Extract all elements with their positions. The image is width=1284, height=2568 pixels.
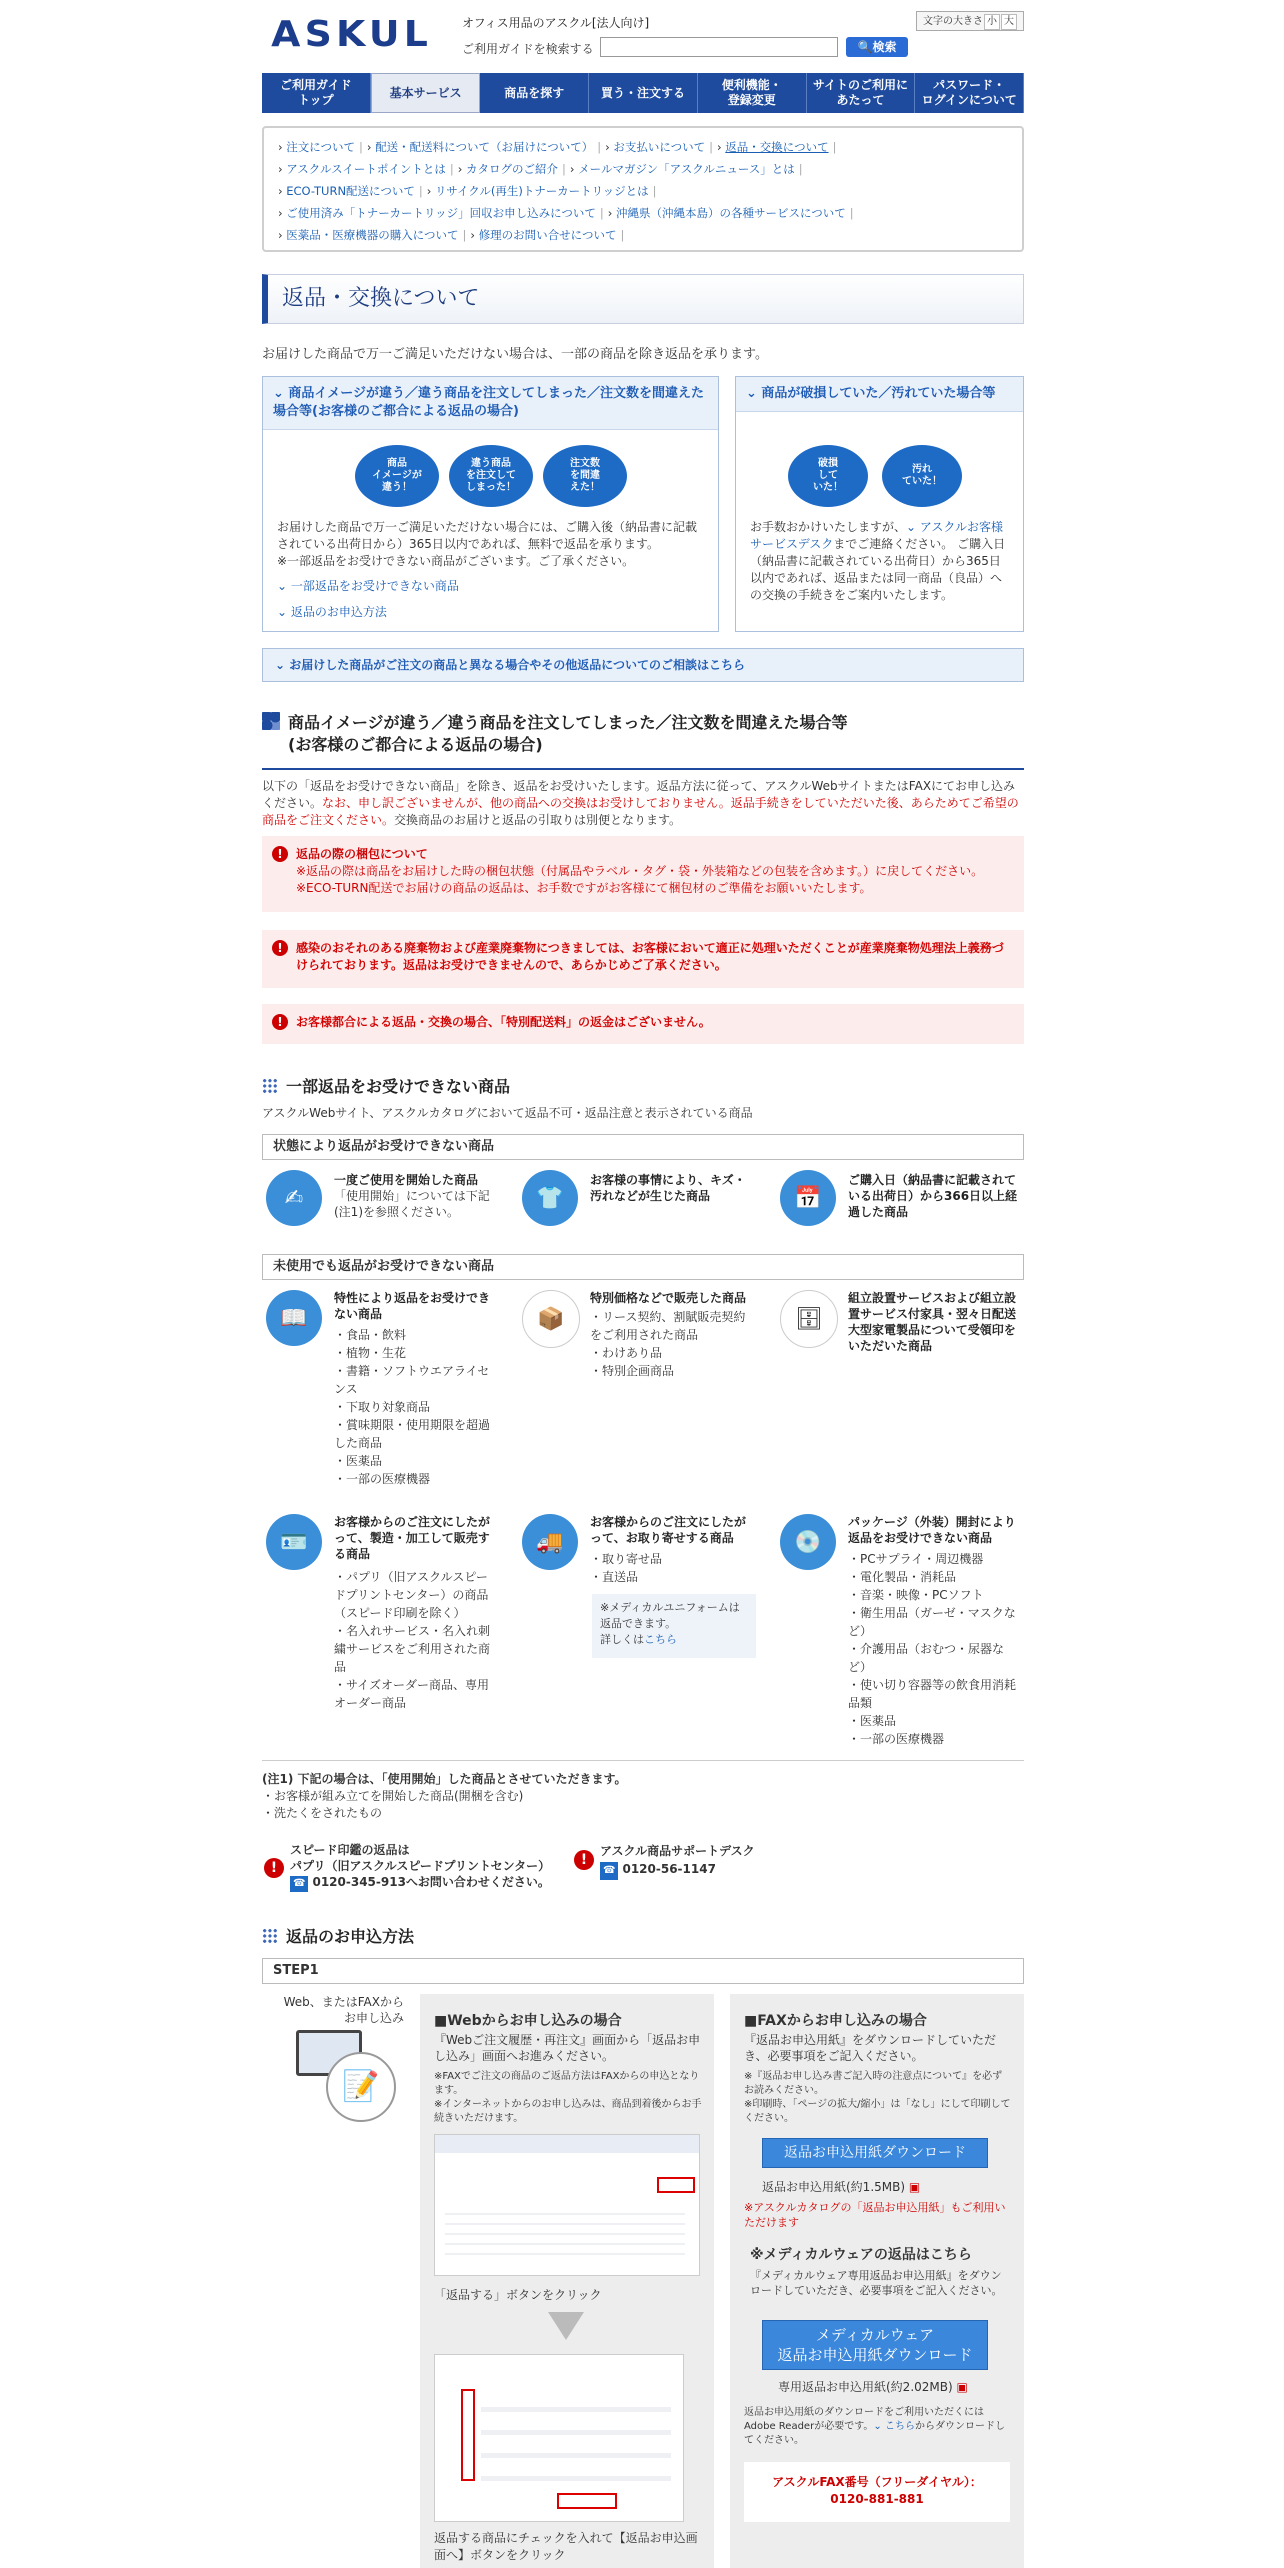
damaged-item-title: お客様の事情により、キズ・汚れなどが生じた商品 [590, 1173, 746, 1203]
shipping-fee-warning: ! お客様都合による返品・交換の場合、「特別配送料」の返金はございません。 [262, 1004, 1024, 1044]
separator: | [359, 140, 363, 154]
subnav-link[interactable]: アスクルスイートポイントとは [286, 162, 446, 176]
tel-icon: ☎ [600, 1862, 618, 1880]
fax-apply-title: ■FAXからお申し込みの場合 [744, 2013, 927, 2029]
packing-warning: ! 返品の際の梱包について ※返品の際は商品をお届けした時の梱包状態（付属品やラベル・タグ・袋・外装箱などの包装を含めます。）に戻してください。 ※ECO-TURN配送でお届けの商品の返品は、お手数ですがお客様にて梱包材のご準備をお願いいたします。 [262, 836, 1024, 912]
assembly-item-title: 組立設置サービスおよび組立設置サービス付家具・翌々日配送大型家電製品について受領印をいただいた商品 [848, 1291, 1017, 1353]
cd-package-icon: 💿 [780, 1514, 836, 1570]
order-history-screenshot [434, 2134, 700, 2276]
alert-icon: ! [272, 1014, 288, 1030]
list-item: ・音楽・映像・PCソフト [848, 1588, 984, 1602]
self-reason-box [262, 376, 719, 632]
search-label: ご利用ガイドを検索する [462, 42, 594, 56]
return-form-file[interactable]: 返品お申込用紙(約1.5MB) ▣ [762, 2180, 921, 2194]
list-item: ・PCサプライ・周辺機器 [848, 1552, 984, 1566]
section-how-to-return-title: 返品のお申込方法 [262, 1926, 414, 1948]
separator: | [562, 162, 566, 176]
font-small-button[interactable]: 小 [984, 14, 1000, 30]
section-self-reason-text: 以下の「返品をお受けできない商品」を除き、返品をお受けいたします。返品方法に従って、アスクルWebサイトまたはFAXにてお申し込みください。なお、申し訳ございませんが、他の商品への交換はお受けしておりません。返品手続きをしていただいた後、あらためてご希望の商品をご注文ください。交換商品のお届けと返品の引取りは別便となります。 [262, 779, 1019, 827]
self-reason-text: お届けした商品で万一ご満足いただけない場合には、ご購入後（納品書に記載されている出荷日から）365日以内であれば、無料で返品を承ります。 ※一部返品をお受けできない商品がございます。ご了承ください。 [277, 520, 698, 568]
down-arrow-icon [548, 2312, 584, 2340]
search-input[interactable] [600, 37, 838, 57]
download-return-form-button[interactable]: 返品お申込用紙ダウンロード [762, 2138, 988, 2168]
support-contact: アスクル商品サポートデスク ☎ 0120-56-1147 [600, 1842, 755, 1880]
circle-wrong-item: 違う商品 を注文して しまった！ [449, 445, 533, 507]
page-title: 返品・交換について [262, 274, 1024, 324]
subnav-row: › ECO-TURN配送について | › リサイクル(再生)トナーカートリッジとは | [278, 184, 657, 198]
alert-icon: ! [264, 1858, 284, 1878]
global-nav [262, 73, 1024, 113]
expired-item-title: ご購入日（納品書に記載されている出荷日）から366日以上経過した商品 [848, 1173, 1018, 1219]
return-form-screenshot [434, 2354, 684, 2522]
delivery-truck-icon: 🚚 [522, 1514, 578, 1570]
subnav-row: › 医薬品・医療機器の購入について | › 修理のお問い合せについて | [278, 228, 625, 242]
list-item: ・医薬品 [334, 1454, 383, 1468]
print-card-icon: 🪪 [266, 1514, 322, 1570]
adobe-reader-note: 返品お申込用紙のダウンロードをご利用いただくには Adobe Readerが必要です。⌄ こちらからダウンロードしてください。 [744, 2407, 1005, 2446]
separator: | [798, 162, 803, 176]
apply-method-label: Web、またはFAXからお申し込み [283, 1995, 404, 2025]
nav-find-products[interactable]: 商品を探す [480, 73, 589, 113]
separator: | [449, 162, 454, 176]
font-size-control: 文字の大きさ 小 大 [916, 11, 1024, 31]
section-self-reason-title: 商品イメージが違う／違う商品を注文してしまった／注文数を間違えた場合等 (お客様のご都合による返品の場合) [262, 712, 848, 756]
used-item-title: 一度ご使用を開始した商品 [334, 1173, 479, 1187]
note1-title: (注1) 下記の場合は、「使用開始」した商品とさせていただきます。 [262, 1772, 627, 1786]
damaged-text: お手数おかけいたしますが、⌄ アスクルお客様サービスデスクまでご連絡ください。 ご購入日（納品書に記載されている出荷日）から365日以内であれば、返品または同一商品（良品）への交換の手続きをご案内いたします。 [750, 520, 1006, 602]
list-item: ・サイズオーダー商品、専用オーダー商品 [334, 1678, 490, 1710]
circle-dirty: 汚れ ていた！ [882, 445, 962, 507]
book-cd-icon: 📖 [266, 1290, 322, 1346]
circle-image-differ: 商品 イメージが 違う！ [355, 445, 439, 507]
nav-password-login[interactable]: パスワード・ ログインについて [915, 73, 1024, 113]
list-item: ・直送品 [590, 1570, 639, 1584]
stamp-contact: スピード印鑑の返品は パプリ（旧アスクルスピードプリントセンター） ☎ 0120-345-913へお問い合わせください。 [290, 1842, 550, 1892]
checkbox-highlight [461, 2389, 475, 2481]
separator: | [709, 140, 714, 154]
box-icon: 📦 [522, 1290, 580, 1348]
list-item: ・植物・生花 [334, 1346, 407, 1360]
web-apply-panel [420, 1994, 714, 2568]
subnav-link[interactable]: お支払いについて [613, 140, 706, 154]
fax-apply-text: 『返品お申込用紙』をダウンロードしていただき、必要事項をご記入ください。 [744, 2033, 997, 2063]
nav-buy-order[interactable]: 買う・注文する [589, 73, 698, 113]
medical-uniform-note: ※メディカルユニフォームは返品できます。 詳しくはこちら [592, 1594, 756, 1658]
alert-icon: ! [574, 1850, 594, 1870]
divider [262, 1760, 1024, 1761]
custom-item-list [334, 1568, 498, 1712]
package-item-title: パッケージ（外装）開封により返品をお受けできない商品 [848, 1515, 1016, 1545]
separator: | [597, 140, 602, 154]
font-large-button[interactable]: 大 [1001, 14, 1017, 30]
alert-icon: ! [272, 846, 288, 862]
order-item-title: お客様からのご注文にしたがって、お取り寄せする商品 [590, 1515, 747, 1545]
nav-convenient[interactable]: 便利機能・ 登録変更 [698, 73, 807, 113]
subnav-row: › ご使用済み「トナーカートリッジ」回収お申し込みについて | › 沖縄県（沖縄本島）の各種サービスについて | [278, 206, 854, 220]
separator: | [462, 228, 467, 242]
separator: | [418, 184, 423, 198]
special-price-title: 特別価格などで販売した商品 [590, 1291, 747, 1305]
used-item-text: 「使用開始」については下記(注1)を参照ください。 [334, 1189, 490, 1219]
alert-icon: ! [272, 940, 288, 956]
section-not-returnable-sub: アスクルWebサイト、アスクルカタログにおいて返品不可・返品注意と表示されている商品 [262, 1106, 753, 1120]
damaged-box [735, 376, 1024, 632]
section-icon [262, 712, 280, 730]
search-button[interactable]: 🔍検索 [846, 37, 908, 57]
caption-check-items: 返品する商品にチェックを入れて【返品お申込画面へ】ボタンをクリック [434, 2531, 698, 2562]
list-item: ・衛生用品（ガーゼ・マスクなど） [848, 1606, 1016, 1638]
subnav-row: › アスクルスイートポイントとは | › カタログのご紹介 | › メールマガジン「アスクルニュース」とは | [278, 162, 803, 176]
list-item: ・一部の医療機器 [848, 1732, 945, 1746]
web-apply-notes: ※FAXでご注文の商品のご返品方法はFAXからの申込となります。 ※インターネットからのお申し込みは、商品到着後からお手続きいただけます。 [434, 2071, 702, 2124]
fax-apply-notes: ※『返品お申し込み書ご記入時の注意点について』を必ずお読みください。 ※印刷時、「ページの拡大/縮小」は「なし」にして印刷してください。 [744, 2071, 1011, 2124]
submit-button-highlight [557, 2493, 617, 2509]
separator: | [652, 184, 657, 198]
list-item: ・特別企画商品 [590, 1364, 675, 1378]
return-button-highlight [657, 2177, 695, 2193]
subnav-link[interactable]: 配送・配送料について（お届けについて） [375, 140, 594, 154]
list-item: ・リース契約、割賦販売契約をご利用された商品 [590, 1310, 746, 1342]
caption-click-return: 「返品する」ボタンをクリック [434, 2288, 602, 2302]
sub-nav [262, 126, 1024, 252]
note1-lines: ・お客様が組み立てを開始した商品(開梱を含む) ・洗たくをされたもの [262, 1789, 524, 1820]
download-medical-form-button[interactable]: メディカルウェア 返品お申込用紙ダウンロード [762, 2320, 988, 2370]
adobe-reader-link[interactable]: ⌄ こちら [873, 2421, 915, 2432]
section-not-returnable-title: 一部返品をお受けできない商品 [262, 1076, 510, 1098]
medical-return-title: ※メディカルウェアの返品はこちら [750, 2247, 972, 2263]
list-item: ・介護用品（おむつ・尿器など） [848, 1642, 1005, 1674]
pdf-icon: ▣ [908, 2180, 921, 2194]
list-item: ・パプリ（旧アスクルスピードプリントセンター）の商品（スピード印刷を除く） [334, 1570, 489, 1620]
search-icon: 🔍 [857, 40, 873, 54]
self-reason-heading[interactable]: ⌄ 商品イメージが違う／違う商品を注文してしまった／注文数を間違えた場合等(お客様のご都合による返品の場合) [263, 377, 718, 430]
special-price-list [590, 1308, 750, 1380]
subnav-link[interactable]: 返品・交換について [725, 140, 829, 154]
section-rule [262, 768, 1024, 770]
screenshot-rows [445, 2205, 685, 2255]
subnav-link[interactable]: リサイクル(再生)トナーカートリッジとは [434, 184, 649, 198]
damaged-item-icon: 👕 [522, 1170, 578, 1226]
circle-wrong-qty: 注文数 を間違 えた！ [543, 445, 627, 507]
medical-uniform-link[interactable]: こちら [644, 1633, 677, 1646]
separator: | [849, 206, 854, 220]
fax-number-box: アスクルFAX番号（フリーダイヤル）： 0120-881-881 [744, 2462, 1010, 2522]
screenshot-rows [481, 2389, 671, 2481]
separator: | [832, 140, 837, 154]
subnav-row: › 注文について | › 配送・配送料について（お届けについて） | › お支払いについて | › 返品・交換について | [278, 140, 837, 154]
subnav-link[interactable]: ご使用済み「トナーカートリッジ」回収お申し込みについて [286, 206, 596, 220]
subnav-link[interactable]: 医薬品・医療機器の購入について [286, 228, 459, 242]
nav-site-usage[interactable]: サイトのご利用に あたって [807, 73, 916, 113]
package-item-list [848, 1550, 1018, 1748]
link-how-to-return[interactable]: ⌄ 返品のお申込方法 [277, 605, 387, 619]
subnav-link[interactable]: ECO-TURN配送について [286, 184, 415, 198]
service-desk-link[interactable]: ⌄ アスクルお客様サービスデスク [750, 520, 1004, 551]
askul-logo[interactable]: ASKUL [271, 14, 433, 55]
separator: | [599, 206, 604, 220]
separator: | [620, 228, 625, 242]
custom-item-title: お客様からのご注文にしたがって、製造・加工して販売する商品 [334, 1515, 491, 1561]
web-apply-text: 『Webご注文履歴・再注文』画面から「返品お申し込み」画面へお進みください。 [434, 2033, 701, 2063]
special-item-title: 特性により返品をお受けできない商品 [334, 1291, 491, 1321]
site-title: オフィス用品のアスクル[法人向け] [462, 16, 650, 30]
circle-damaged: 破損 して いた！ [788, 445, 868, 507]
nav-guide-top[interactable]: ご利用ガイド トップ [262, 73, 371, 113]
subnav-link[interactable]: 沖縄県（沖縄本島）の各種サービスについて [615, 206, 846, 220]
list-item: ・取り寄せ品 [590, 1552, 663, 1566]
link-not-returnable[interactable]: ⌄ 一部返品をお受けできない商品 [277, 579, 459, 593]
pdf-icon: ▣ [956, 2380, 968, 2394]
list-item: ・書籍・ソフトウエアライセンス [334, 1364, 490, 1396]
subnav-link[interactable]: 注文について [286, 140, 356, 154]
list-item: ・一部の医療機器 [334, 1472, 431, 1486]
subnav-link[interactable]: メールマガジン「アスクルニュース」とは [578, 162, 795, 176]
order-item-list [590, 1550, 750, 1586]
tel-icon: ☎ [290, 1876, 308, 1892]
list-item: ・電化製品・消耗品 [848, 1570, 957, 1584]
waste-warning: ! 感染のおそれのある廃棄物および産業廃棄物につきましては、お客様において適正に処理いただくことが産業廃棄物処理法上義務づけられております。返品はお受けできませんので、あらかじめご了承ください。 [262, 930, 1024, 988]
special-item-list [334, 1326, 494, 1488]
list-item: ・名入れサービス・名入れ刺繍サービスをご利用された商品 [334, 1624, 491, 1674]
used-item-icon: ✍ [266, 1170, 322, 1226]
fax-form-icon: 📝 [326, 2052, 396, 2122]
list-item: ・使い切り容器等の飲食用消耗品類 [848, 1678, 1017, 1710]
fax-apply-panel [730, 1994, 1024, 2568]
medical-return-text: 『メディカルウェア専用返品お申込用紙』をダウンロードしていただき、必要事項をご記入ください。 [750, 2269, 1003, 2297]
nav-basic-service[interactable]: 基本サービス [371, 73, 481, 113]
subnav-link[interactable]: カタログのご紹介 [466, 162, 559, 176]
calendar-icon: 📅 [780, 1170, 836, 1226]
section-icon [262, 1928, 278, 1944]
subnav-link[interactable]: 修理のお問い合せについて [478, 228, 617, 242]
group-unused-heading: 未使用でも返品がお受けできない商品 [262, 1254, 1024, 1280]
consultation-link[interactable]: ⌄ お届けした商品がご注文の商品と異なる場合やその他返品についてのご相談はこちら [262, 648, 1024, 682]
damaged-heading[interactable]: ⌄ 商品が破損していた／汚れていた場合等 [736, 377, 1023, 412]
section-icon [262, 1078, 278, 1094]
list-item: ・下取り対象商品 [334, 1400, 431, 1414]
screenshot-header [435, 2135, 699, 2153]
list-item: ・食品・飲料 [334, 1328, 407, 1342]
step1-heading: STEP1 [262, 1958, 1024, 1984]
web-apply-title: ■Webからお申し込みの場合 [434, 2013, 622, 2029]
group-condition-heading: 状態により返品がお受けできない商品 [262, 1134, 1024, 1160]
list-item: ・医薬品 [848, 1714, 897, 1728]
catalog-form-note: ※アスクルカタログの「返品お申込用紙」もご利用いただけます [744, 2201, 1006, 2229]
list-item: ・賞味期限・使用期限を超過した商品 [334, 1418, 491, 1450]
intro-text: お届けした商品で万一ご満足いただけない場合は、一部の商品を除き返品を承ります。 [262, 347, 768, 362]
list-item: ・わけあり品 [590, 1346, 663, 1360]
medical-form-file[interactable]: 専用返品お申込用紙(約2.02MB) ▣ [778, 2380, 968, 2394]
furniture-icon: 🗄 [780, 1290, 838, 1348]
